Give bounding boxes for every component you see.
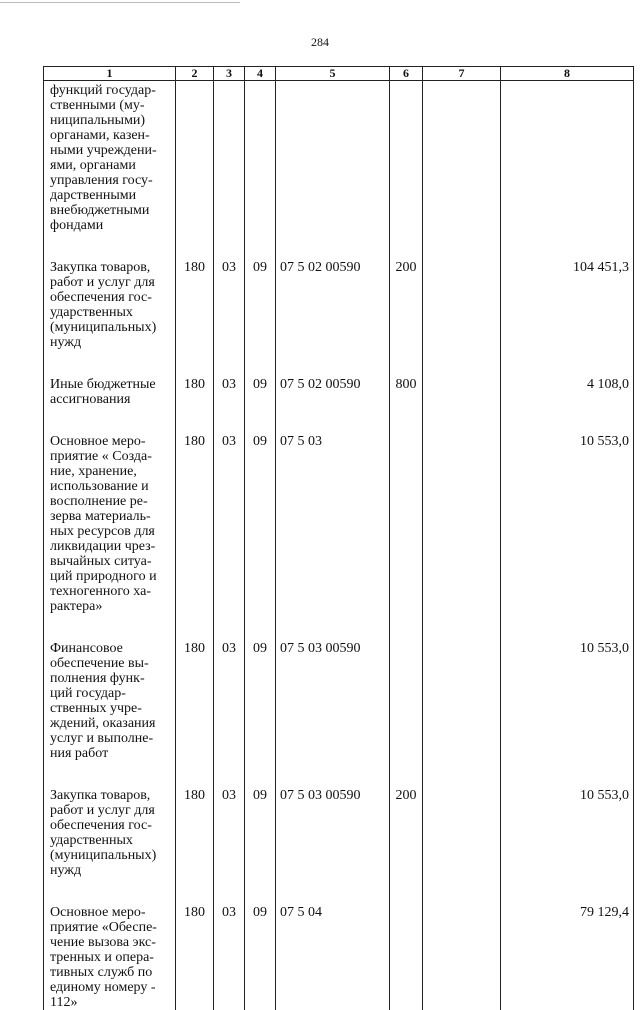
expense-type-cell	[390, 630, 423, 777]
subsection-cell: 09	[245, 423, 276, 630]
amount-cell: 10 553,0	[501, 777, 634, 894]
table-body	[44, 81, 634, 1010]
top-divider	[0, 2, 240, 3]
item-name-cell: Закупка товаров, работ и услуг для обеспечения гос- ударственных (муниципальных) нужд	[44, 777, 176, 894]
amount-cell	[501, 81, 634, 250]
expense-type-cell	[390, 81, 423, 250]
target-article-cell: 07 5 03	[276, 423, 390, 630]
item-name-cell: функций государ- ственными (му- ниципальными) органами, казен- ными учреждени- ями, органами управления госу- дарственными внебюджетными фондами	[44, 81, 176, 250]
section-cell	[214, 81, 245, 250]
item-name-cell: Основное меро- приятие «Обеспе- чение вызова экс- тренных и опера- тивных служб по единому номеру - 112»	[44, 894, 176, 1010]
code-cell: 180	[176, 894, 214, 1010]
code-cell: 180	[176, 366, 214, 423]
expense-type-cell: 800	[390, 366, 423, 423]
section-cell: 03	[214, 630, 245, 777]
target-article-cell: 07 5 03 00590	[276, 777, 390, 894]
code-cell: 180	[176, 423, 214, 630]
subsection-cell	[245, 81, 276, 250]
subsection-cell: 09	[245, 894, 276, 1010]
column-7-cell	[423, 423, 501, 630]
subsection-cell: 09	[245, 777, 276, 894]
column-header: 2	[176, 67, 214, 81]
section-cell: 03	[214, 249, 245, 366]
target-article-cell: 07 5 04	[276, 894, 390, 1010]
section-cell: 03	[214, 423, 245, 630]
subsection-cell: 09	[245, 366, 276, 423]
target-article-cell: 07 5 02 00590	[276, 366, 390, 423]
column-7-cell	[423, 249, 501, 366]
column-header: 8	[501, 67, 634, 81]
table-row	[44, 423, 634, 630]
column-7-cell	[423, 630, 501, 777]
table-row	[44, 777, 634, 894]
item-name-cell: Иные бюджетные ассигнования	[44, 366, 176, 423]
column-7-cell	[423, 81, 501, 250]
code-cell: 180	[176, 249, 214, 366]
target-article-cell: 07 5 03 00590	[276, 630, 390, 777]
amount-cell: 4 108,0	[501, 366, 634, 423]
amount-cell: 104 451,3	[501, 249, 634, 366]
column-header: 4	[245, 67, 276, 81]
section-cell: 03	[214, 366, 245, 423]
column-header: 6	[390, 67, 423, 81]
expense-type-cell	[390, 423, 423, 630]
table-row	[44, 249, 634, 366]
column-7-cell	[423, 366, 501, 423]
page-number: 284	[0, 35, 640, 50]
amount-cell: 79 129,4	[501, 894, 634, 1010]
table-row	[44, 894, 634, 1010]
section-cell: 03	[214, 777, 245, 894]
column-header: 1	[44, 67, 176, 81]
item-name-cell: Финансовое обеспечение вы- полнения функ- ций государ- ственных учре- ждений, оказания услуг и выполне- ния работ	[44, 630, 176, 777]
column-header: 7	[423, 67, 501, 81]
table-header-row	[44, 67, 634, 81]
item-name-cell: Закупка товаров, работ и услуг для обеспечения гос- ударственных (муниципальных) нужд	[44, 249, 176, 366]
target-article-cell: 07 5 02 00590	[276, 249, 390, 366]
subsection-cell: 09	[245, 630, 276, 777]
section-cell: 03	[214, 894, 245, 1010]
subsection-cell: 09	[245, 249, 276, 366]
budget-table	[43, 66, 634, 1010]
column-header: 5	[276, 67, 390, 81]
table-row	[44, 81, 634, 250]
column-header: 3	[214, 67, 245, 81]
expense-type-cell: 200	[390, 777, 423, 894]
expense-type-cell: 200	[390, 249, 423, 366]
amount-cell: 10 553,0	[501, 630, 634, 777]
expense-type-cell	[390, 894, 423, 1010]
target-article-cell	[276, 81, 390, 250]
column-7-cell	[423, 777, 501, 894]
table-row	[44, 630, 634, 777]
code-cell: 180	[176, 630, 214, 777]
column-7-cell	[423, 894, 501, 1010]
table-row	[44, 366, 634, 423]
code-cell	[176, 81, 214, 250]
item-name-cell: Основное меро- приятие « Созда- ние, хранение, использование и восполнение ре- зерва материаль- ных ресурсов для ликвидации чрез- вычайных ситуа- ций природного и техногенного ха- рактера»	[44, 423, 176, 630]
amount-cell: 10 553,0	[501, 423, 634, 630]
code-cell: 180	[176, 777, 214, 894]
